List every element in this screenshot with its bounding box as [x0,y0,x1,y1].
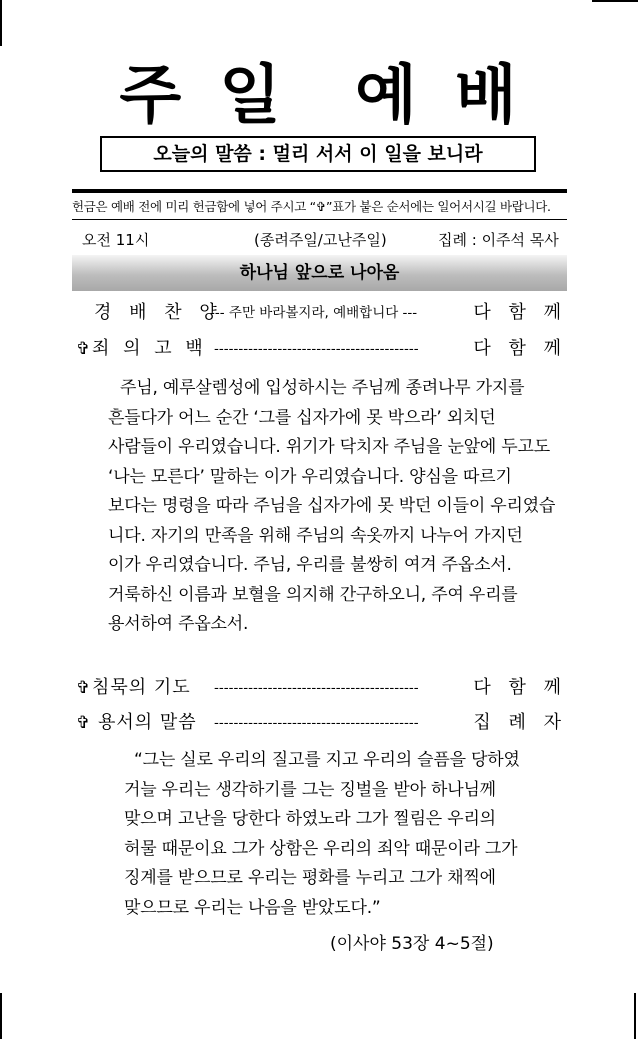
order-item-label: 침묵의 기도 [92,677,191,698]
paragraph-line: 거룩하신 이름과 보혈을 의지해 간구하오니, 주여 우리를 [108,584,518,605]
standing-cross-icon: ✞ [76,713,91,733]
crop-mark-bottom-right [634,993,636,1039]
title-char: 배 [454,59,519,133]
crop-mark-top-right [592,0,638,2]
paragraph-line: 거늘 우리는 생각하기를 그는 징벌을 받아 하나님께 [124,779,496,800]
notice-text: 헌금은 예배 전에 미리 헌금함에 넣어 주시고 “✞”표가 붙은 순서에는 일어서시길 바랍니다. [72,199,551,214]
paragraph-line: 사람들이 우리였습니다. 위기가 닥치자 주님을 눈앞에 두고도 [108,437,550,457]
title-char: 주 [119,59,184,133]
order-item-label: 용서의 말씀 [98,712,197,733]
paragraph-line: 이가 우리였습니다. 주님, 우리를 불쌍히 여겨 주옵소서. [108,555,512,575]
order-item-label: 경 배 찬 양 [94,302,223,323]
order-responder: 다 함 께 [473,302,567,323]
pardon-scripture [124,746,520,923]
order-row [72,298,567,328]
paragraph-line: “그는 실로 우리의 질고를 지고 우리의 슬픔을 당하였 [134,750,520,770]
order-detail: ------------------------------------------ [214,715,419,731]
service-sunday: (종려주일/고난주일) [254,231,387,249]
order-responder: 다 함 께 [473,338,567,359]
paragraph-line: 용서하여 주옵소서. [108,614,249,634]
order-responder: 집 례 자 [473,712,567,733]
crop-mark-bottom-left [0,993,2,1039]
order-row [72,708,567,738]
scripture-reference: (이사야 53장 4~5절) [330,934,494,954]
paragraph-line: 니다. 자기의 만족을 위해 주님의 속옷까지 나누어 가지던 [108,525,523,546]
paragraph-line: 흔들다가 어느 순간 ‘그를 십자가에 못 박으라’ 외치던 [108,407,496,428]
section-title-bar: 하나님 앞으로 나아옴 [72,255,567,291]
crop-mark-top-left [0,0,2,46]
divider-thin [72,219,567,220]
paragraph-line: 징계를 받으므로 우리는 평화를 누리고 그가 채찍에 [124,868,496,888]
standing-cross-icon: ✞ [76,339,91,359]
order-detail: --- 주만 바라볼지라, 예배합니다 --- [210,305,418,321]
paragraph-line: ‘나는 모른다’ 말하는 이가 우리였습니다. 양심을 따르기 [108,466,512,487]
title-char: 예 [355,59,419,133]
order-row [72,334,567,364]
order-item-label: 죄 의 고 백 [92,338,207,359]
paragraph-line: 맞으며 고난을 당한다 하였노라 그가 찔림은 우리의 [124,809,496,829]
order-detail: ------------------------------------------ [214,341,419,357]
order-responder: 다 함 께 [473,677,567,698]
standing-cross-icon: ✞ [76,678,91,698]
order-detail: ------------------------------------------ [214,680,419,696]
paragraph-line: 허물 때문이요 그가 상함은 우리의 죄악 때문이라 그가 [124,838,518,859]
service-time: 오전 11시 [82,231,150,249]
paragraph-line: 주님, 예루살렘성에 입성하시는 주님께 종려나무 가지를 [120,378,525,398]
divider-thick [72,189,567,193]
service-leader: 집례 : 이주석 목사 [438,231,559,249]
paragraph-line: 맞으므로 우리는 나음을 받았도다.” [124,897,381,918]
paragraph-line: 보다는 명령을 따라 주님을 십자가에 못 박던 이들이 우리였습 [108,496,556,516]
title-char: 일 [219,59,283,133]
page-title [0,60,638,132]
word-of-day-box: 오늘의 말씀 : 멀리 서서 이 일을 보니라 [100,136,536,172]
confession-prayer [108,374,555,640]
order-row [72,673,567,703]
